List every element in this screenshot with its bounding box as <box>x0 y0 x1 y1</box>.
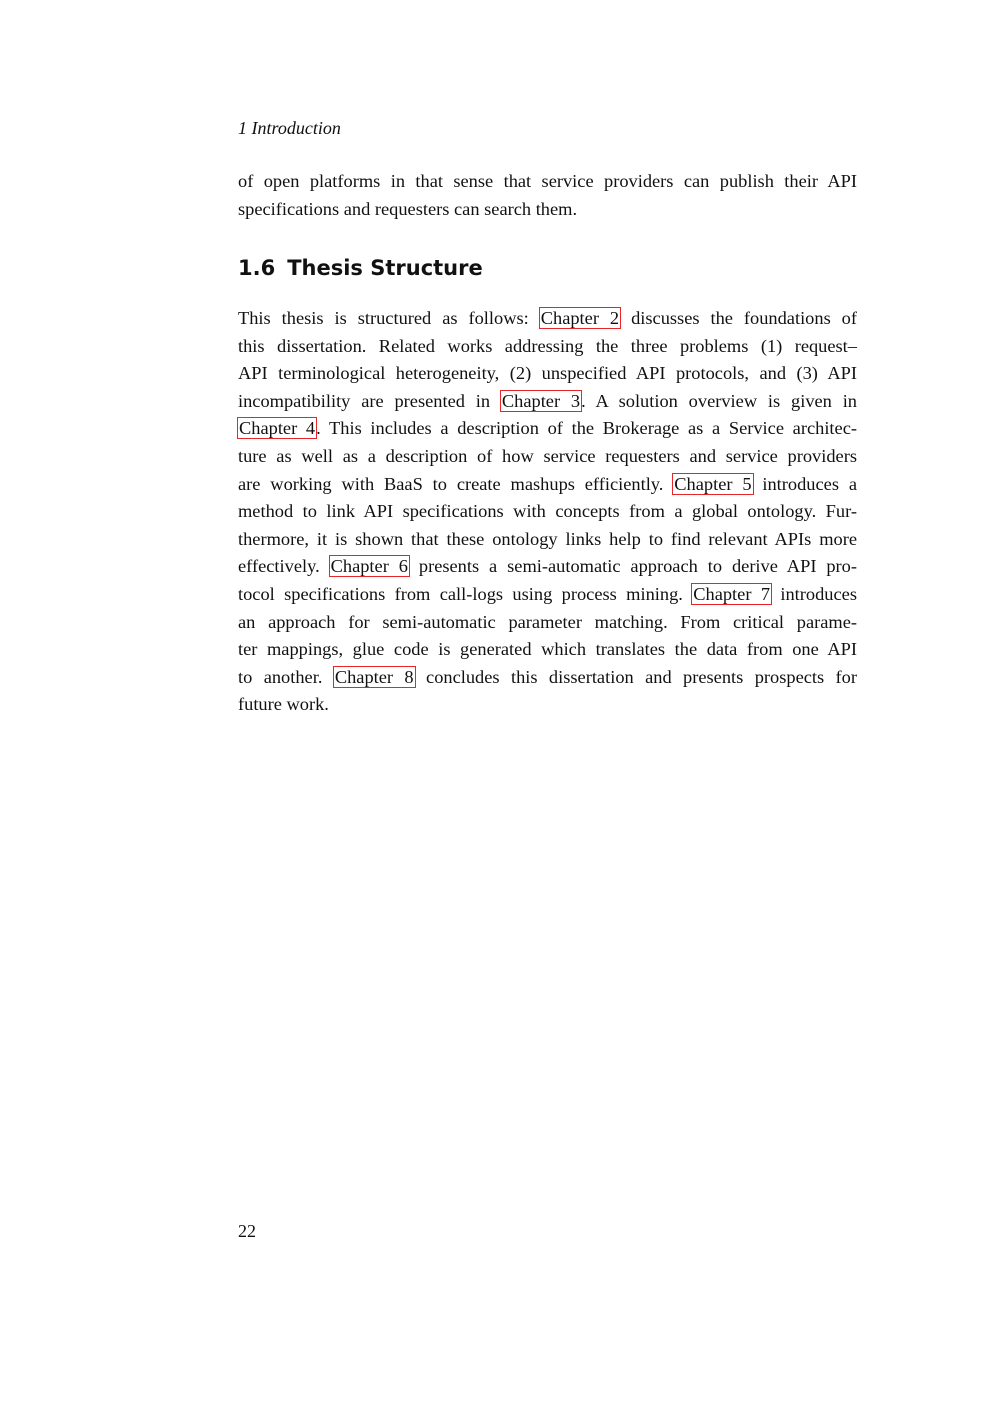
text-segment: to another. <box>238 666 334 687</box>
text-segment: tocol specifications from call-logs using process mining. <box>238 583 693 604</box>
text-segment: effectively. <box>238 556 330 577</box>
text-line <box>238 664 857 692</box>
chapter-link[interactable]: Chapter 8 <box>334 666 414 687</box>
text-segment: ture as well as a description of how service requesters and service providers <box>238 445 857 466</box>
text-segment: incompatibility are presented in <box>238 390 501 411</box>
text-segment: ter mappings, glue code is generated which translates the data from one API <box>238 639 857 660</box>
text-segment: are working with BaaS to create mashups efficiently. <box>238 473 674 494</box>
text-segment: specifications and requesters can search them. <box>238 198 578 219</box>
text-line <box>238 526 857 554</box>
text-line <box>238 471 857 499</box>
thesis-structure-paragraph <box>238 305 857 719</box>
text-segment: an approach for semi-automatic parameter matching. From critical parame- <box>238 611 857 632</box>
text-segment: . A solution overview is given in <box>581 390 857 411</box>
section-number: 1.6 <box>238 256 276 280</box>
text-segment: thermore, it is shown that these ontology links help to find relevant APIs more <box>238 528 857 549</box>
text-segment: future work. <box>238 694 329 715</box>
page-number: 22 <box>238 1221 256 1241</box>
text-line <box>238 168 857 196</box>
text-line <box>238 553 857 581</box>
text-line <box>238 581 857 609</box>
chapter-link[interactable]: Chapter 2 <box>540 308 620 328</box>
text-line <box>238 333 857 361</box>
chapter-link[interactable]: Chapter 7 <box>693 583 771 604</box>
text-line <box>238 443 857 471</box>
text-segment: API terminological heterogeneity, (2) unspecified API protocols, and (3) API <box>238 363 857 384</box>
text-segment: presents a semi-automatic approach to derive API pro- <box>408 556 857 577</box>
text-line <box>238 415 857 443</box>
text-line <box>238 498 857 526</box>
chapter-link[interactable]: Chapter 4 <box>239 418 316 439</box>
text-segment: introduces <box>771 583 857 604</box>
intro-paragraph <box>238 168 857 223</box>
text-segment: discusses the foundations of <box>620 308 858 328</box>
text-segment: This thesis is structured as follows: <box>238 308 540 328</box>
chapter-link[interactable]: Chapter 3 <box>501 390 581 411</box>
text-line <box>238 196 857 224</box>
text-line <box>238 609 857 637</box>
text-segment: introduces a <box>752 473 858 494</box>
text-segment: . This includes a description of the Brokerage as a Service architec- <box>316 418 857 439</box>
text-segment: this dissertation. Related works addressing the three problems (1) request– <box>238 335 857 356</box>
chapter-link[interactable]: Chapter 6 <box>330 556 408 577</box>
text-line <box>238 360 857 388</box>
text-segment: method to link API specifications with concepts from a global ontology. Fur- <box>238 501 857 522</box>
chapter-link[interactable]: Chapter 5 <box>674 473 752 494</box>
text-line <box>238 691 857 719</box>
text-segment: concludes this dissertation and presents prospects for <box>414 666 857 687</box>
text-line <box>238 388 857 416</box>
running-head: 1 Introduction <box>238 118 341 138</box>
text-segment: of open platforms in that sense that service providers can publish their API <box>238 171 857 191</box>
text-line <box>238 305 857 333</box>
section-heading <box>238 256 483 280</box>
section-title: Thesis Structure <box>287 256 483 280</box>
text-line <box>238 636 857 664</box>
